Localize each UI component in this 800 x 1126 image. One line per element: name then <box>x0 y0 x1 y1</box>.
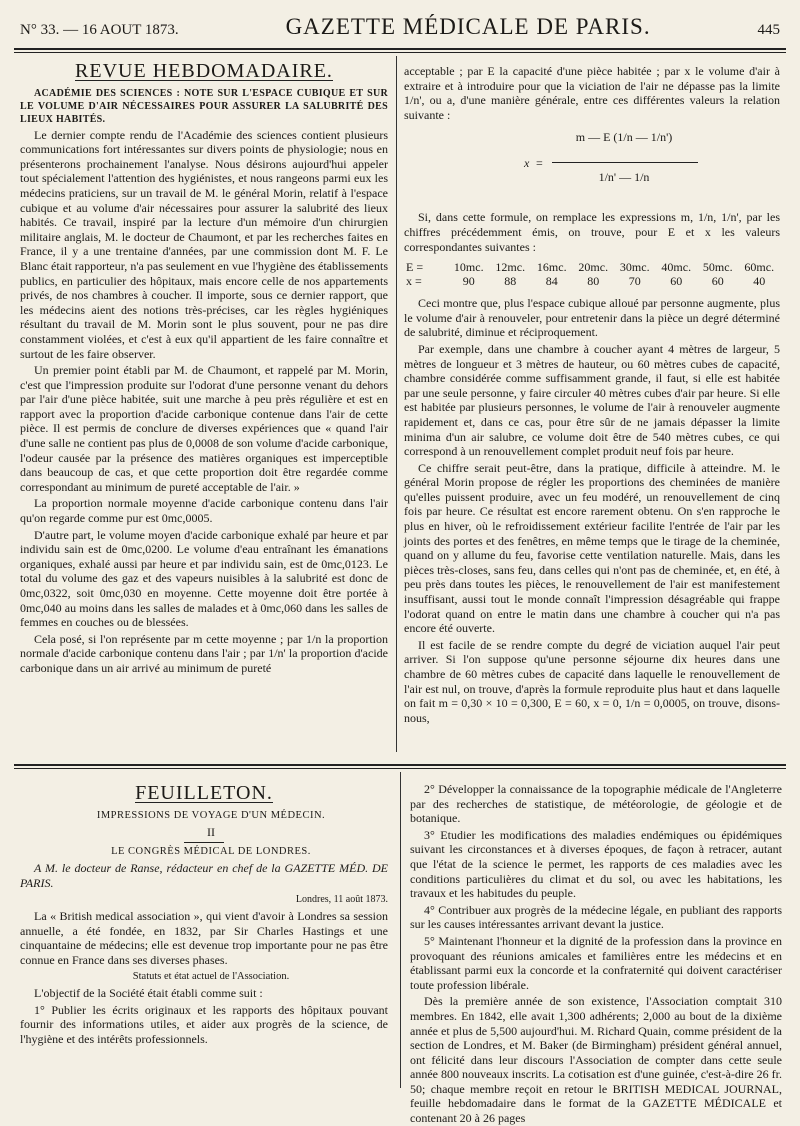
ventilation-formula <box>404 130 780 200</box>
table-cell: 80 <box>587 274 600 289</box>
column-divider-top <box>396 56 397 752</box>
revue-paragraph: Si, dans cette formule, on remplace les expressions m, 1/n, 1/n', par les chiffres précédemment émis, on trouve, pour E et x les valeurs correspondantes suivantes : <box>404 210 780 254</box>
table-cell: 50mc. <box>702 260 733 275</box>
feuilleton-left-column <box>20 782 388 1090</box>
formula-numerator: m — E (1/n — 1/n') <box>575 130 673 145</box>
page-number: 445 <box>757 22 780 38</box>
revue-paragraph: acceptable ; par E la capacité d'une pièce habitée ; par x le volume d'air à extraire et à introduire pour que la viciation de l'air ne dépasse pas la limite 1/n', ou a, d'une manière générale, entre ces différentes valeurs la relation suivante : <box>404 64 780 122</box>
formula-denominator: 1/n' — 1/n <box>598 170 650 185</box>
short-rule <box>184 842 224 843</box>
capacity-volume-table <box>404 260 780 288</box>
table-cell: 60 <box>711 274 724 289</box>
formula-fraction-bar <box>552 162 698 163</box>
feuilleton-title: IMPRESSIONS DE VOYAGE D'UN MÉDECIN. <box>96 809 326 821</box>
revue-paragraph: Ce chiffre serait peut-être, dans la pratique, difficile à atteindre. M. le général Morin propose de régler les proportions des cheminées de manière qu'elles puissent produire, avec un feu modéré, un renouvellement de cinq fois par heure. Ce résultat est encore rarement obtenu. On s'en rapproche le plus en hiver, où le refroidissement extérieur facilite l'entrée de l'air par les joints des portes et des fenêtres, en même temps que le tirage de la cheminée, quand on y allume du feu, favorise cette ventilation naturelle. Mais, dans les pièces très-closes, sans feu, dans celles qui n'ont pas de cheminée, et, en été, à peu près dans toutes les pièces, le renouvellement de l'air est manifestement insuffisant, aussi tout le monde connaît l'impression désagréable qui frappe l'odorat quand on entre le matin dans une chambre à coucher qui n'a pas encore été ouverte. <box>404 460 780 636</box>
formula-lhs: x <box>524 156 530 171</box>
feuilleton-paragraph: 5° Maintenant l'honneur et la dignité de la profession dans la province en provoquant des réunions amicales et familières entre les médecins et en établissant parmi eux la concorde et la confraternité qui doivent caractériser toute profession libérale. <box>410 933 782 992</box>
revue-left-column <box>20 60 388 750</box>
feuilleton-paragraph: 3° Etudier les modifications des maladies endémiques ou épidémiques suivant les circonstances et à diverses époques, de façon à retracer, autant que l'état de la science le permet, les rapports de ces maladies avec les conditions particulières du climat et du sol, ou avec les habitations, les travaux et les habitudes du peuple. <box>410 827 782 901</box>
chapter-numeral: II <box>207 825 215 840</box>
revue-paragraph: La proportion normale moyenne d'acide carbonique contenu dans l'air qu'on regarde comme pur est 0mc,0005. <box>20 496 388 526</box>
table-row-label: E = <box>406 260 424 275</box>
issue-date: N° 33. — 16 AOUT 1873. <box>20 22 179 38</box>
feuilleton-paragraph: L'objectif de la Société était établi comme suit : <box>34 986 263 1001</box>
table-cell: 12mc. <box>495 260 526 275</box>
table-row <box>404 260 780 274</box>
revue-paragraph: Cela posé, si l'on représente par m cette moyenne ; par 1/n la proportion normale d'acide carbonique contenu dans l'air ; par 1/n' la proportion d'acide carbonique dans un air arrivé au minimum de pureté <box>20 631 388 675</box>
revue-subhead: ACADÉMIE DES SCIENCES : NOTE SUR L'ESPACE CUBIQUE ET SUR LE VOLUME D'AIR NÉCESSAIRES POUR ASSURER LA SALUBRITÉ DES LIEUX HABITÉS. <box>20 87 388 125</box>
table-cell: 88 <box>504 274 517 289</box>
revue-paragraph: Il est facile de se rendre compte du degré de viciation auquel l'air peut arriver. Si l'on suppose qu'une personne séjourne dix heures dans une chambre de 60 mètres cubes de capacité dans laquelle le renouvellement de l'air est nul, on trouve, d'après la formule reproduite plus haut et dans laquelle on fait m = 0,30 × 10 = 0,300, E = 60, x = 0, 1/n = 0,0005, on trouve, disons-nous, <box>404 637 780 725</box>
revue-paragraph: Le dernier compte rendu de l'Académie des sciences contient plusieurs communications fort intéressantes sur divers points de physiologie; nous en présenterons prochainement l'analyse. Nous désirons aujourd'hui appeler tout spécialement l'attention des hygiénistes, et nous rangeons parmi eux les médecins praticiens, sur un travail de M. le général Morin, relatif à l'espace cubique et au volume d'air nécessaires pour assurer la salubrité des lieux habités. Ce travail, inspiré par la lecture d'un mémoire d'un chirurgien militaire anglais, M. le docteur de Chaumont, et par les recherches faites en France, il y a une trentaine d'années, par une commission dont M. F. Le Blanc était rapporteur, n'a pas seulement en vue l'hygiène des établissements publics, en particulier des hôpitaux, mais encore celle de nos appartements privés, de nos chambres à coucher. Il importe, sous ce dernier rapport, que les médecins aient des notions très-précises, car les règles hygiéniques résultant du travail de M. Morin sont le plus souvent, pour ne pas dire constamment violées, et c'est à eux qu'il appartient de les faire connaître et surtout de les faire observer. <box>20 127 388 361</box>
feuilleton-rule-thin <box>14 768 786 769</box>
table-cell: 40mc. <box>661 260 692 275</box>
feuilleton-paragraph: La « British medical association », qui vient d'avoir à Londres sa session annuelle, a été fondée, en 1832, par Sir Charles Hastings et une cinquantaine de médecins; elle est devenue trop importante pour ne pas être connue en France dans ses diverses phases. <box>20 909 388 967</box>
table-cell: 70 <box>628 274 641 289</box>
masthead <box>20 14 780 44</box>
feuilleton-right-column <box>410 782 782 1126</box>
table-cell: 30mc. <box>619 260 650 275</box>
revue-paragraph: Par exemple, dans une chambre à coucher ayant 4 mètres de largeur, 5 mètres de longueur et 3 mètres de hauteur, ou 60 mètres cubes de capacité, chambre considérée comme suffisamment grande, il faut, si elle est habitée par une seule personne, y faire circuler 40 mètres cubes d'air par heure. Si elle est habitée par plusieurs personnes, le volume de l'air à renouveler augmente rapidement et, dans ce cas, pour être sûr de ne jamais dépasser la limite minima d'un air salubre, ce volume doit être de 540 mètres cubes, ce qui correspond à un renouvellement complet produit neuf fois par heure. <box>404 341 780 459</box>
dedication: A M. le docteur de Ranse, rédacteur en chef de la GAZETTE MÉD. DE PARIS. <box>20 861 388 890</box>
feuilleton-subtitle: LE CONGRÈS MÉDICAL DE LONDRES. <box>111 845 311 857</box>
table-row <box>404 274 780 288</box>
feuilleton-rule <box>14 764 786 766</box>
revue-paragraph: Un premier point établi par M. de Chaumont, et rappelé par M. Morin, c'est que l'impression produite sur l'odorat d'une personne venant du dehors par l'air d'une pièce habitée, suit une marche à peu près régulière et est en rapport avec la proportion d'acide carbonique contenue dans l'air de cette pièce. Il est permis de conclure de diverses expériences que « quand l'air d'une salle ne contient pas plus de 0,0008 de son volume d'acide carbonique, l'odeur causée par la présence des matières organiques est imperceptible dans beaucoup de cas, et que cette proportion doit être regardée comme correspondant au minimum de pureté acceptable de l'air. » <box>20 363 388 494</box>
revue-paragraph: Ceci montre que, plus l'espace cubique alloué par personne augmente, plus le volume d'air à renouveler, pour entretenir dans la pièce un degré déterminé de salubrité, diminue et réciproquement. <box>404 296 780 340</box>
dateline: Londres, 11 août 1873. <box>295 893 388 905</box>
feuilleton-paragraph: 1° Publier les écrits originaux et les rapports des hôpitaux pouvant fournir des informations utiles, et aider aux progrès de la science, de l'hygiène et des intérêts professionnels. <box>20 1002 388 1046</box>
table-cell: 60 <box>670 274 683 289</box>
formula-equals: = <box>536 156 543 171</box>
revue-right-column <box>404 64 780 754</box>
table-cell: 20mc. <box>578 260 609 275</box>
feuilleton-paragraph: Dès la première année de son existence, l'Association comptait 310 membres. En 1842, elle avait 1,300 adhérents; 2,000 au bout de la dixième année et plus de 5,500 aujourd'hui. M. Richard Quain, comme président de la section de Londres, et M. Baker (de Birmingham) président général annuel, ont félicité dans leur discours l'Association de compter dans cette seule année 800 nouveaux inscrits. La cotisation est d'une guinée, c'est-à-dire 26 fr. 50; chaque membre reçoit en retour le BRITISH MEDICAL JOURNAL, feuille hebdomadaire dans le format de la GAZETTE MÉDICALE et contenant 20 à 26 pages <box>410 994 782 1126</box>
table-cell: 10mc. <box>453 260 484 275</box>
table-cell: 40 <box>753 274 766 289</box>
feuilleton-paragraph: 2° Développer la connaissance de la topographie médicale de l'Angleterre par des recherches de statistique, de météorologie, de géologie et de botanique. <box>410 782 782 826</box>
statuts-heading: Statuts et état actuel de l'Association. <box>132 970 290 982</box>
table-cell: 16mc. <box>536 260 567 275</box>
feuilleton-paragraph: 4° Contribuer aux progrès de la médecine légale, en publiant des rapports sur les causes intéressantes arrivant devant la justice. <box>410 902 782 932</box>
table-cell: 84 <box>545 274 558 289</box>
journal-title: GAZETTE MÉDICALE DE PARIS. <box>285 14 651 39</box>
masthead-rule <box>14 48 786 50</box>
table-cell: 60mc. <box>744 260 775 275</box>
revue-heading: REVUE HEBDOMADAIRE. <box>75 60 333 82</box>
revue-paragraph: D'autre part, le volume moyen d'acide carbonique exhalé par heure et par individu sain est de 0mc,0200. Le volume d'eau entraînant les émanations organiques, exhalé aussi par heure et par individu sain, est de 0mc,0123. Le total du volume des gaz et des vapeurs nuisibles à la salubrité est donc de 0mc,0322, soit 0mc,030 en moyenne. Cette moyenne doit être portée à 0mc,040 au moins dans les salles de malades et à 0mc,060 dans les salles de femmes en couches ou de blessées. <box>20 527 388 630</box>
table-row-label: x = <box>406 274 422 289</box>
masthead-rule-thin <box>14 52 786 53</box>
feuilleton-heading: FEUILLETON. <box>135 782 273 804</box>
table-cell: 90 <box>462 274 475 289</box>
column-divider-bottom <box>400 772 401 1088</box>
